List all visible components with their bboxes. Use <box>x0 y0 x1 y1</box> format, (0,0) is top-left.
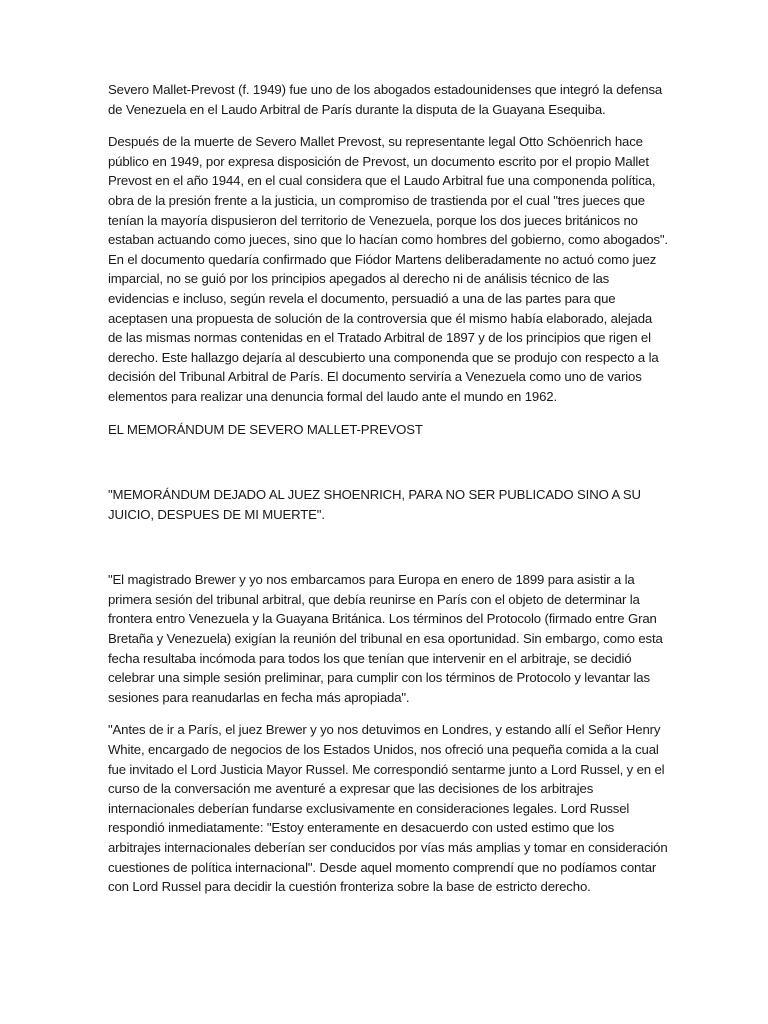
paragraph-quote-2: "Antes de ir a París, el juez Brewer y yo nos detuvimos en Londres, y estando allí el Señor Henry White, encargado de negocios de los Estados Unidos, nos ofreció una pequeña comida a la cual fue invitado el Lord Justicia Mayor Russel. Me correspondió sentarme junto a Lord Russel, y en el curso de la conversación me aventuré a expresar que las decisiones de los arbitrajes internacionales deberían fundarse exclusivamente en consideraciones legales. Lord Russel respondió inmediatamente: "Estoy enteramente en desacuerdo con usted estimo que los arbitrajes internacionales deberían ser conducidos por vías más amplias y tomar en consideración cuestiones de política internacional". Desde aquel momento comprendí que no podíamos contar con Lord Russel para decidir la cuestión fronteriza sobre la base de estricto derecho. <box>108 722 668 895</box>
section-heading: EL MEMORÁNDUM DE SEVERO MALLET-PREVOST <box>108 421 423 437</box>
memorandum-title: "MEMORÁNDUM DEJADO AL JUEZ SHOENRICH, PARA NO SER PUBLICADO SINO A SU JUICIO, DESPUES DE MI MUERTE". <box>108 487 641 522</box>
document-body <box>108 80 668 910</box>
paragraph-quote-1: "El magistrado Brewer y yo nos embarcamos para Europa en enero de 1899 para asistir a la primera sesión del tribunal arbitral, que debía reunirse en París con el objeto de determinar la frontera entro Venezuela y la Guayana Británica. Los términos del Protocolo (firmado entre Gran Bretaña y Venezuela) exigían la reunión del tribunal en esa oportunidad. Sin embargo, como esta fecha resultaba incómoda para todos los que tenían que intervenir en el arbitraje, se decidió celebrar una simple sesión preliminar, para cumplir con los términos de Protocolo y levantar las sesiones para reanudarlas en fecha más apropiada". <box>108 572 663 705</box>
paragraph-intro: Severo Mallet-Prevost (f. 1949) fue uno de los abogados estadounidenses que integró la defensa de Venezuela en el Laudo Arbitral de París durante la disputa de la Guayana Esequiba. <box>108 82 663 117</box>
paragraph-context: Después de la muerte de Severo Mallet Prevost, su representante legal Otto Schöenrich hace público en 1949, por expresa disposición de Prevost, un documento escrito por el propio Mallet Prevost en el año 1944, en el cual considera que el Laudo Arbitral fue una componenda política, obra de la presión frente a la justicia, un compromiso de trastienda por el cual "tres jueces que tenían la mayoría dispusieron del territorio de Venezuela, porque los dos jueces británicos no estaban actuando como jueces, sino que lo hacían como hombres del gobierno, como abogados". En el documento quedaría confirmado que Fiódor Martens deliberadamente no actuó como juez imparcial, no se guió por los principios apegados al derecho ni de análisis técnico de las evidencias e incluso, según revela el documento, persuadió a una de las partes para que aceptasen una propuesta de solución de la controversia que él mismo había elaborado, alejada de las mismas normas contenidas en el Tratado Arbitral de 1897 y de los principios que rigen el derecho. Este hallazgo dejaría al descubierto una componenda que se produjo con respecto a la decisión del Tribunal Arbitral de París. El documento serviría a Venezuela como uno de varios elementos para realizar una denuncia formal del laudo ante el mundo en 1962. <box>108 134 668 404</box>
